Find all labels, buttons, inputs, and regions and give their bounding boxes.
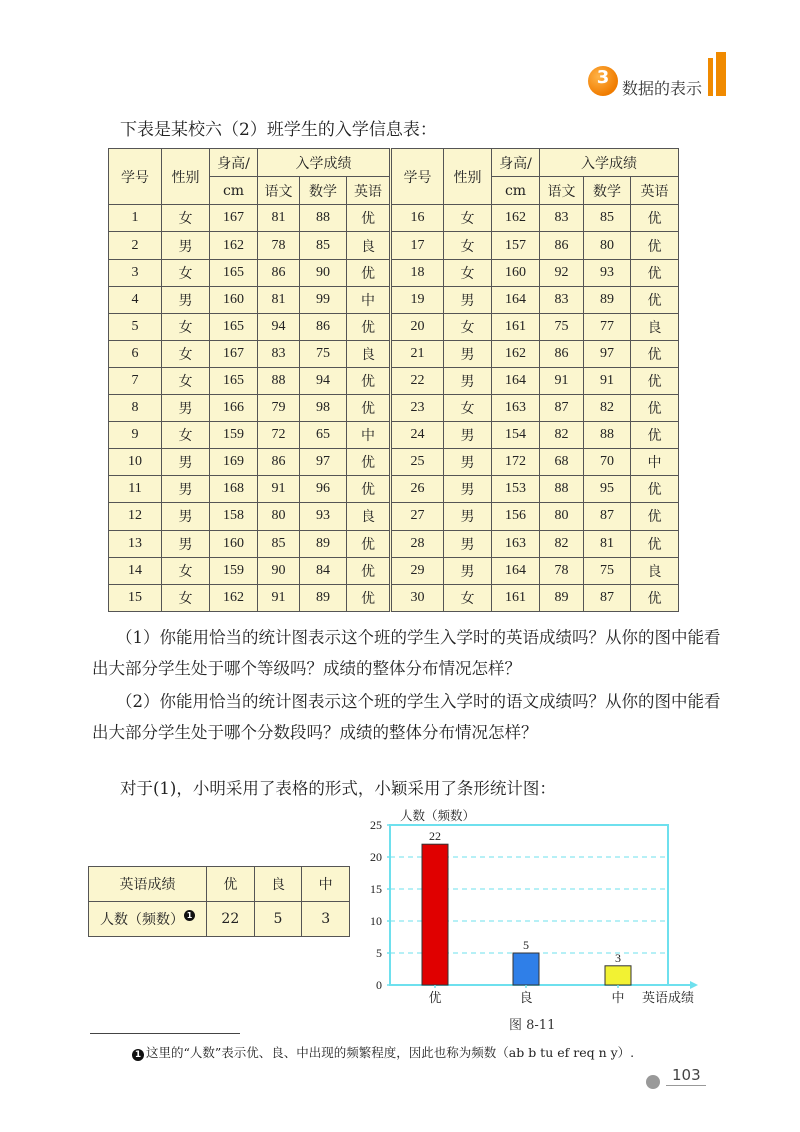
table-cell: 14 <box>109 557 162 584</box>
table-cell: 87 <box>540 395 584 422</box>
table-cell: 27 <box>391 503 444 530</box>
table-cell: 男 <box>444 286 492 313</box>
table-cell: 男 <box>162 530 210 557</box>
table-cell: 78 <box>540 557 584 584</box>
table-cell: 164 <box>492 557 540 584</box>
table-cell: 79 <box>258 395 300 422</box>
table-cell: 优 <box>347 584 391 611</box>
header-scores: 入学成绩 <box>540 149 679 177</box>
table-cell: 88 <box>540 476 584 503</box>
table-cell: 优 <box>347 313 391 340</box>
table-cell: 83 <box>540 205 584 232</box>
table-cell: 男 <box>162 476 210 503</box>
table-cell: 88 <box>258 367 300 394</box>
x-tick-label: 中 <box>611 991 625 1006</box>
table-cell: 男 <box>444 422 492 449</box>
table-cell: 86 <box>258 259 300 286</box>
table-cell: 6 <box>109 340 162 367</box>
table-cell: 男 <box>444 367 492 394</box>
table-cell: 男 <box>162 286 210 313</box>
table-cell: 161 <box>492 584 540 611</box>
table-cell: 优 <box>631 476 679 503</box>
table-cell: 中 <box>347 286 391 313</box>
y-tick-label: 25 <box>370 818 382 832</box>
bar <box>422 844 448 985</box>
figure-caption: 图 8-11 <box>509 1018 556 1033</box>
table-cell: 75 <box>540 313 584 340</box>
table-cell: 89 <box>300 530 347 557</box>
table-cell: 4 <box>109 286 162 313</box>
table-cell: 男 <box>444 530 492 557</box>
table-cell: 优 <box>631 259 679 286</box>
freq-count-value: 3 <box>302 902 350 937</box>
bar-value-label: 5 <box>523 938 529 952</box>
table-cell: 优 <box>631 340 679 367</box>
table-cell: 77 <box>584 313 631 340</box>
freq-header-grade: 良 <box>254 867 302 902</box>
table-cell: 女 <box>162 205 210 232</box>
table-cell: 优 <box>631 395 679 422</box>
table-cell: 82 <box>540 530 584 557</box>
bar <box>513 953 539 985</box>
table-cell: 良 <box>631 313 679 340</box>
table-cell: 97 <box>584 340 631 367</box>
table-cell: 70 <box>584 449 631 476</box>
bar-value-label: 22 <box>429 829 441 844</box>
freq-count-label <box>89 902 207 937</box>
table-cell: 男 <box>444 476 492 503</box>
table-cell: 优 <box>347 367 391 394</box>
table-cell: 167 <box>210 340 258 367</box>
table-cell: 164 <box>492 286 540 313</box>
table-cell: 78 <box>258 232 300 259</box>
table-cell: 优 <box>347 530 391 557</box>
header-gender: 性别 <box>444 149 492 205</box>
table-cell: 83 <box>258 340 300 367</box>
header-height-unit: cm <box>492 177 540 205</box>
table-cell: 男 <box>162 232 210 259</box>
header-height-unit: cm <box>210 177 258 205</box>
table-cell: 166 <box>210 395 258 422</box>
table-cell: 女 <box>444 232 492 259</box>
table-cell: 良 <box>347 340 391 367</box>
table-cell: 29 <box>391 557 444 584</box>
table-cell: 男 <box>444 449 492 476</box>
table-cell: 97 <box>300 449 347 476</box>
table-cell: 159 <box>210 557 258 584</box>
table-cell: 87 <box>584 503 631 530</box>
table-cell: 优 <box>631 367 679 394</box>
x-axis-label: 英语成绩 <box>642 991 695 1006</box>
table-row <box>109 557 679 584</box>
page-dot-decoration <box>646 1075 660 1089</box>
table-cell: 164 <box>492 367 540 394</box>
table-cell: 优 <box>347 449 391 476</box>
table-cell: 男 <box>444 503 492 530</box>
table-row <box>109 395 679 422</box>
header-math: 数学 <box>584 177 631 205</box>
table-cell: 98 <box>300 395 347 422</box>
table-cell: 女 <box>444 259 492 286</box>
header-gender: 性别 <box>162 149 210 205</box>
table-cell: 9 <box>109 422 162 449</box>
table-cell: 优 <box>631 232 679 259</box>
table-cell: 中 <box>347 422 391 449</box>
table-cell: 162 <box>210 232 258 259</box>
table-cell: 158 <box>210 503 258 530</box>
table-cell: 优 <box>347 259 391 286</box>
freq-count-label-text: 人数（频数） <box>100 912 184 928</box>
table-cell: 165 <box>210 367 258 394</box>
table-cell: 157 <box>492 232 540 259</box>
table-cell: 85 <box>584 205 631 232</box>
table-cell: 优 <box>631 584 679 611</box>
y-tick-label: 15 <box>370 882 382 896</box>
table-cell: 16 <box>391 205 444 232</box>
table-cell: 女 <box>162 313 210 340</box>
chapter-bar-decoration <box>708 58 713 96</box>
table-cell: 80 <box>540 503 584 530</box>
table-cell: 80 <box>584 232 631 259</box>
table-cell: 82 <box>584 395 631 422</box>
table-cell: 160 <box>492 259 540 286</box>
table-cell: 153 <box>492 476 540 503</box>
freq-header-label: 英语成绩 <box>89 867 207 902</box>
y-tick-label: 20 <box>370 850 382 864</box>
bar-value-label: 3 <box>615 950 621 965</box>
table-cell: 2 <box>109 232 162 259</box>
table-cell: 良 <box>347 503 391 530</box>
table-cell: 95 <box>584 476 631 503</box>
intro-text: 下表是某校六（2）班学生的入学信息表： <box>120 120 437 140</box>
chapter-title: 数据的表示 <box>622 79 703 98</box>
table-row <box>109 286 679 313</box>
chapter-number-badge: 3 <box>588 66 618 96</box>
table-cell: 81 <box>584 530 631 557</box>
table-cell: 94 <box>258 313 300 340</box>
header-chinese: 语文 <box>540 177 584 205</box>
table-cell: 75 <box>584 557 631 584</box>
lead-text: 对于(1)，小明采用了表格的形式，小颖采用了条形统计图： <box>120 779 556 798</box>
student-info-table <box>108 148 679 612</box>
table-cell: 5 <box>109 313 162 340</box>
table-cell: 86 <box>300 313 347 340</box>
table-cell: 172 <box>492 449 540 476</box>
table-cell: 154 <box>492 422 540 449</box>
table-cell: 87 <box>584 584 631 611</box>
table-cell: 165 <box>210 313 258 340</box>
table-cell: 23 <box>391 395 444 422</box>
table-cell: 163 <box>492 530 540 557</box>
table-cell: 84 <box>300 557 347 584</box>
bar <box>605 966 631 985</box>
table-cell: 优 <box>631 286 679 313</box>
table-cell: 15 <box>109 584 162 611</box>
y-axis-label: 人数（频数） <box>400 808 476 823</box>
question-1: （1）你能用恰当的统计图表示这个班的学生入学时的英语成绩吗？从你的图中能看出大部分学生处于哪个等级吗？成绩的整体分布情况怎样？ <box>92 628 721 678</box>
table-cell: 11 <box>109 476 162 503</box>
table-row <box>109 340 679 367</box>
table-cell: 30 <box>391 584 444 611</box>
table-cell: 男 <box>162 395 210 422</box>
table-cell: 良 <box>347 232 391 259</box>
table-cell: 13 <box>109 530 162 557</box>
table-cell: 20 <box>391 313 444 340</box>
table-row <box>109 503 679 530</box>
table-cell: 93 <box>300 503 347 530</box>
table-cell: 女 <box>444 395 492 422</box>
table-cell: 19 <box>391 286 444 313</box>
table-row <box>109 476 679 503</box>
table-cell: 28 <box>391 530 444 557</box>
freq-count-value: 5 <box>254 902 302 937</box>
table-cell: 91 <box>258 476 300 503</box>
table-cell: 89 <box>584 286 631 313</box>
table-cell: 85 <box>300 232 347 259</box>
table-cell: 86 <box>258 449 300 476</box>
table-cell: 8 <box>109 395 162 422</box>
x-tick-label: 良 <box>519 991 533 1006</box>
table-cell: 良 <box>631 557 679 584</box>
table-cell: 优 <box>631 422 679 449</box>
table-cell: 83 <box>540 286 584 313</box>
table-cell: 91 <box>540 367 584 394</box>
table-cell: 90 <box>258 557 300 584</box>
table-cell: 18 <box>391 259 444 286</box>
table-cell: 7 <box>109 367 162 394</box>
table-cell: 女 <box>162 584 210 611</box>
table-cell: 99 <box>300 286 347 313</box>
header-scores: 入学成绩 <box>258 149 391 177</box>
header-height: 身高/ <box>210 149 258 177</box>
table-cell: 68 <box>540 449 584 476</box>
table-cell: 中 <box>631 449 679 476</box>
table-cell: 女 <box>444 584 492 611</box>
table-cell: 160 <box>210 286 258 313</box>
freq-count-value: 22 <box>207 902 255 937</box>
table-cell: 86 <box>540 232 584 259</box>
question-2: （2）你能用恰当的统计图表示这个班的学生入学时的语文成绩吗？从你的图中能看出大部分学生处于哪个分数段吗？成绩的整体分布情况怎样？ <box>92 692 721 742</box>
x-axis-arrow-icon <box>690 981 698 989</box>
y-tick-label: 5 <box>376 946 382 960</box>
footnote-text: 这里的“人数”表示优、良、中出现的频繁程度，因此也称为频数（ab b tu ef req n y）. <box>146 1045 635 1060</box>
table-cell: 163 <box>492 395 540 422</box>
table-cell: 3 <box>109 259 162 286</box>
table-cell: 86 <box>540 340 584 367</box>
table-cell: 169 <box>210 449 258 476</box>
table-cell: 159 <box>210 422 258 449</box>
x-tick-label: 优 <box>428 991 442 1006</box>
table-cell: 17 <box>391 232 444 259</box>
chapter-bar-decoration <box>716 52 726 96</box>
english-bar-chart <box>360 808 705 1008</box>
footnote-marker-icon: 1 <box>132 1049 144 1061</box>
table-cell: 89 <box>540 584 584 611</box>
y-tick-label: 0 <box>376 978 382 992</box>
table-cell: 72 <box>258 422 300 449</box>
table-cell: 161 <box>492 313 540 340</box>
table-cell: 女 <box>162 557 210 584</box>
table-cell: 女 <box>162 367 210 394</box>
page-rule-decoration <box>666 1085 706 1086</box>
table-cell: 89 <box>300 584 347 611</box>
table-cell: 168 <box>210 476 258 503</box>
table-cell: 91 <box>258 584 300 611</box>
table-cell: 12 <box>109 503 162 530</box>
table-cell: 女 <box>444 205 492 232</box>
table-row <box>109 259 679 286</box>
table-cell: 优 <box>347 476 391 503</box>
table-cell: 男 <box>162 449 210 476</box>
table-cell: 88 <box>584 422 631 449</box>
table-cell: 男 <box>444 557 492 584</box>
table-row <box>109 449 679 476</box>
table-cell: 82 <box>540 422 584 449</box>
table-row <box>109 584 679 611</box>
table-cell: 25 <box>391 449 444 476</box>
header-english: 英语 <box>631 177 679 205</box>
table-cell: 女 <box>162 422 210 449</box>
table-cell: 162 <box>492 205 540 232</box>
table-cell: 男 <box>444 340 492 367</box>
header-english: 英语 <box>347 177 391 205</box>
table-cell: 65 <box>300 422 347 449</box>
table-cell: 162 <box>210 584 258 611</box>
table-cell: 21 <box>391 340 444 367</box>
freq-header-grade: 中 <box>302 867 350 902</box>
table-row <box>109 205 679 232</box>
header-height: 身高/ <box>492 149 540 177</box>
table-cell: 162 <box>492 340 540 367</box>
table-cell: 优 <box>631 503 679 530</box>
table-cell: 92 <box>540 259 584 286</box>
table-cell: 优 <box>347 557 391 584</box>
table-cell: 167 <box>210 205 258 232</box>
table-row <box>109 313 679 340</box>
table-cell: 160 <box>210 530 258 557</box>
frequency-table <box>88 866 350 937</box>
table-cell: 女 <box>162 259 210 286</box>
table-cell: 81 <box>258 205 300 232</box>
table-row <box>109 530 679 557</box>
table-cell: 90 <box>300 259 347 286</box>
header-id: 学号 <box>391 149 444 205</box>
table-cell: 93 <box>584 259 631 286</box>
freq-header-grade: 优 <box>207 867 255 902</box>
table-cell: 94 <box>300 367 347 394</box>
table-cell: 优 <box>347 395 391 422</box>
table-row <box>109 422 679 449</box>
table-cell: 女 <box>162 340 210 367</box>
table-cell: 156 <box>492 503 540 530</box>
table-cell: 22 <box>391 367 444 394</box>
header-chinese: 语文 <box>258 177 300 205</box>
table-cell: 优 <box>347 205 391 232</box>
table-cell: 1 <box>109 205 162 232</box>
page-number: 103 <box>672 1066 701 1084</box>
footnote-divider <box>90 1033 240 1034</box>
table-cell: 88 <box>300 205 347 232</box>
table-cell: 75 <box>300 340 347 367</box>
table-cell: 24 <box>391 422 444 449</box>
table-row <box>109 232 679 259</box>
y-tick-label: 10 <box>370 914 382 928</box>
table-cell: 26 <box>391 476 444 503</box>
table-cell: 165 <box>210 259 258 286</box>
table-cell: 10 <box>109 449 162 476</box>
table-cell: 优 <box>631 205 679 232</box>
table-cell: 男 <box>162 503 210 530</box>
table-cell: 80 <box>258 503 300 530</box>
footnote-marker-icon: 1 <box>184 910 195 921</box>
table-cell: 女 <box>444 313 492 340</box>
footnote <box>132 1043 634 1061</box>
table-cell: 96 <box>300 476 347 503</box>
table-cell: 81 <box>258 286 300 313</box>
table-row <box>109 367 679 394</box>
header-id: 学号 <box>109 149 162 205</box>
table-cell: 85 <box>258 530 300 557</box>
table-cell: 优 <box>631 530 679 557</box>
table-cell: 91 <box>584 367 631 394</box>
header-math: 数学 <box>300 177 347 205</box>
